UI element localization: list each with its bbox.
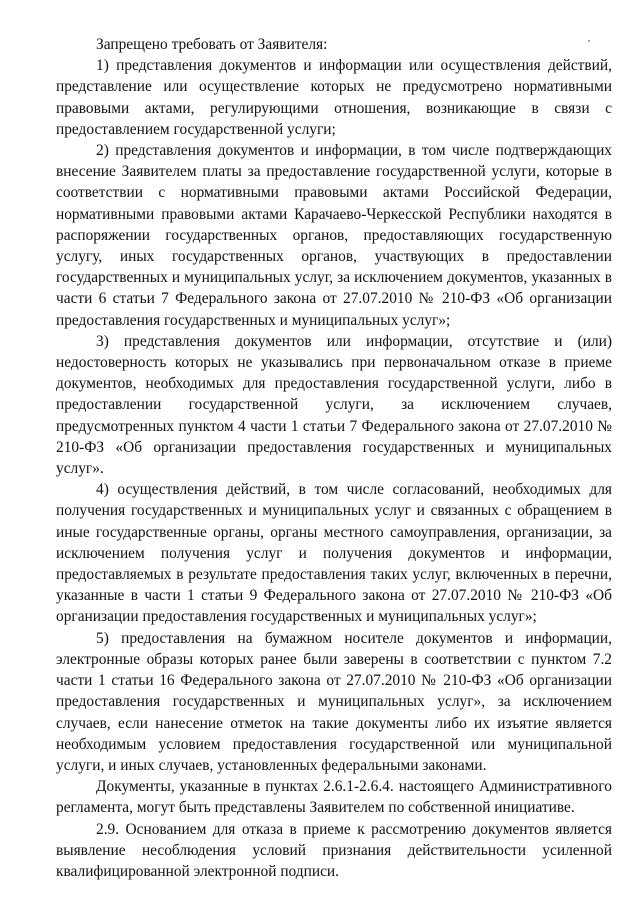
paragraph-item-5: 5) предоставления на бумажном носителе документов и информации, электронные образы которых ранее были заверены в соответствии с пунктом 7.2 части 1 статьи 16 Федерального закона от 27.07.2010 № 210-ФЗ «Об организации предоставления государственных и муниципальных услуг», за исключением случаев, если нанесение отметок на такие документы либо их изъятие является необходимым условием предоставления государственной или муниципальной услуги, и иных случаев, установленных федеральными законами. — [56, 629, 612, 774]
paragraph-item-2: 2) представления документов и информации, в том числе подтверждающих внесение Заявителем платы за предоставление государственной услуги, которые в соответствии с нормативными правовыми актами Российской Федерации, нормативными правовыми актами Карачаево-Черкесской Республики находятся в распоряжении государственных органов, предоставляющих государственную услугу, иных государственных органов, участвующих в предоставлении государственных и муниципальных услуг, за исключением документов, указанных в части 6 статьи 7 Федерального закона от 27.07.2010 № 210-ФЗ «Об организации предоставления государственных и муниципальных услуг»; — [56, 142, 612, 329]
paragraph-documents-note: Документы, указанные в пунктах 2.6.1-2.6.4. настоящего Административного регламента, могут быть представлены Заявителем по собственной инициативе. — [56, 778, 612, 817]
paragraph-intro: Запрещено требовать от Заявителя: — [96, 36, 328, 53]
paragraph-item-4: 4) осуществления действий, в том числе согласований, необходимых для получения государственных и муниципальных услуг и связанных с обращением в иные государственные органы, органы местного самоуправления, организации, за исключением получения услуг и получения документов и информации, предоставляемых в результате предоставления таких услуг, включенных в перечни, указанные в части 1 статьи 9 Федерального закона от 27.07.2010 № 210-ФЗ «Об организации предоставления государственных и муниципальных услуг»; — [56, 481, 612, 626]
document-body — [56, 34, 612, 882]
paragraph-section-2-9: 2.9. Основанием для отказа в приеме к рассмотрению документов является выявление несоблюдения условий признания действительности усиленной квалифицированной электронной подписи. — [56, 820, 612, 880]
paragraph-item-1: 1) представления документов и информации или осуществления действий, представление или осуществление которых не предусмотрено нормативными правовыми актами, регулирующими отношения, возникающие в связи с предоставлением государственной услуги; — [56, 57, 612, 138]
paragraph-item-3: 3) представления документов или информации, отсутствие и (или) недостоверность которых не указывались при первоначальном отказе в приеме документов, необходимых для предоставления государственной услуги, либо в предоставлении государственной услуги, за исключением случаев, предусмотренных пунктом 4 части 1 статьи 7 Федерального закона от 27.07.2010 № 210-ФЗ «Об организации предоставления государственных и муниципальных услуг». — [56, 332, 612, 478]
